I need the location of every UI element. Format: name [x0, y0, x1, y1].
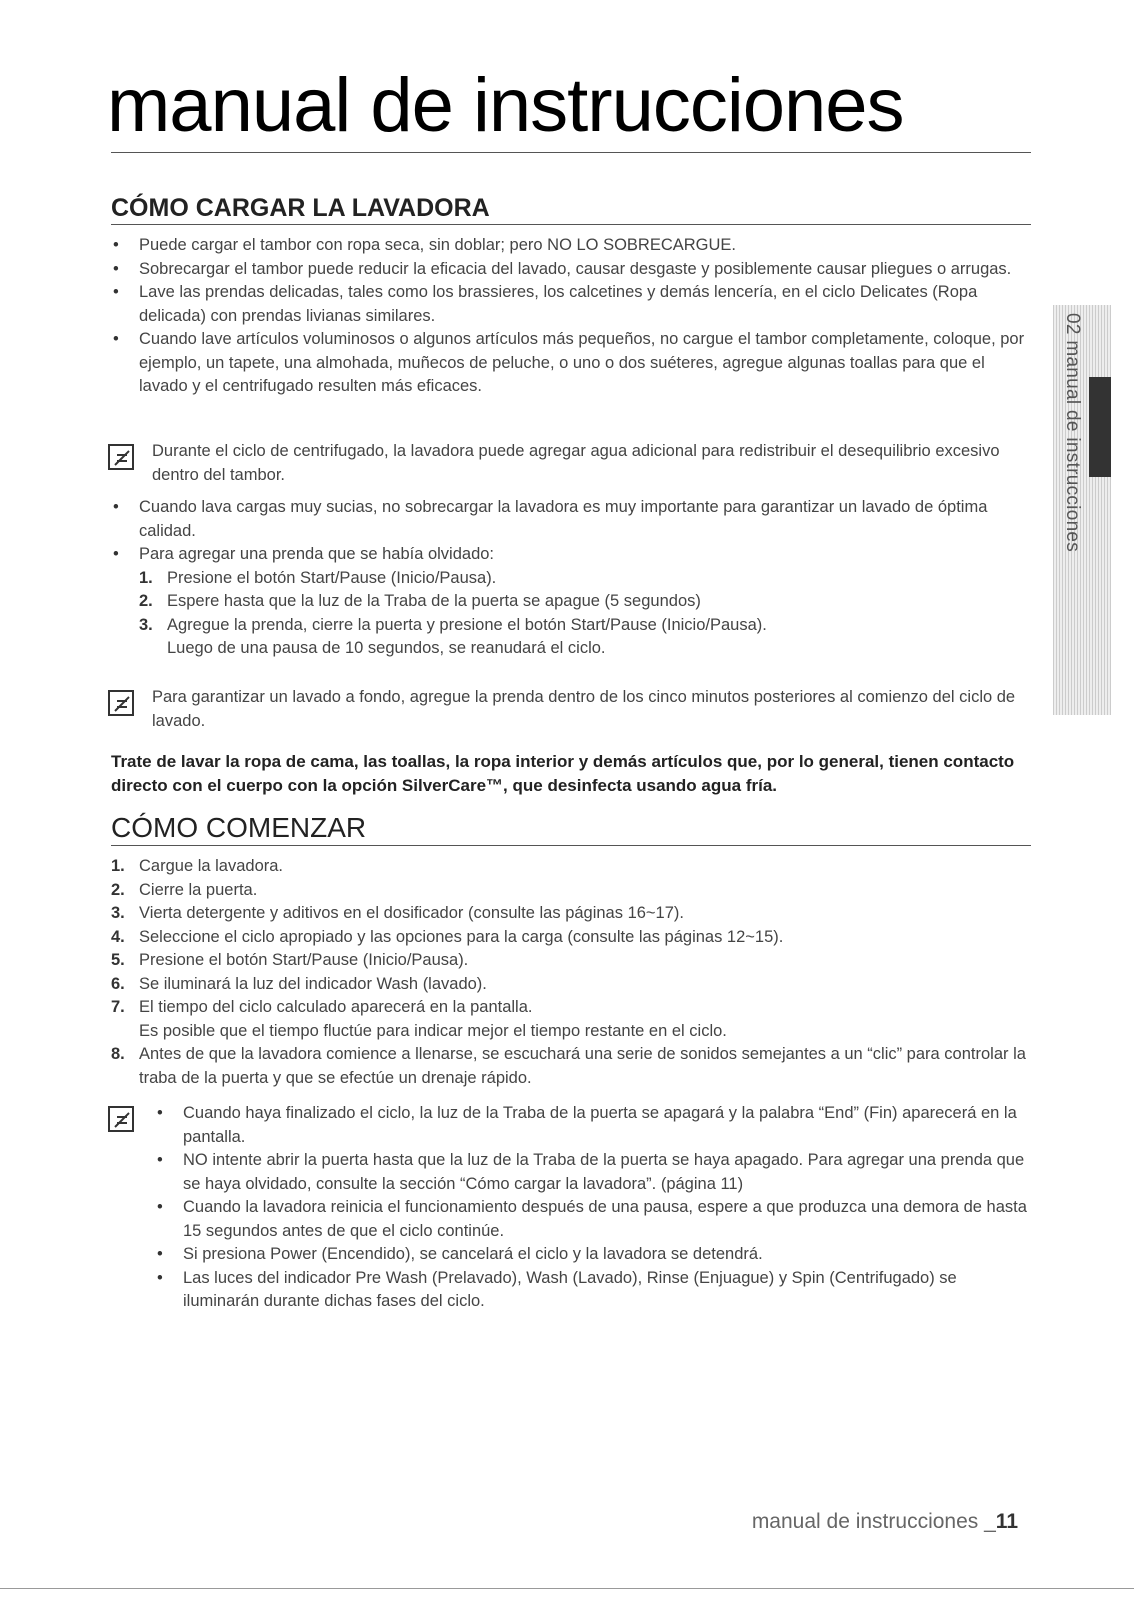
list-item: • Para agregar una prenda que se había olvidado: [111, 543, 1036, 567]
start-step: 3. Vierta detergente y aditivos en el dosificador (consulte las páginas 16~17). [111, 904, 684, 922]
list-item: • Si presiona Power (Encendido), se cancelará el ciclo y la lavadora se detendrá. [155, 1243, 1036, 1267]
note-text: Para garantizar un lavado a fondo, agregue la prenda dentro de los cinco minutos posteriores al comienzo del ciclo de lavado. [152, 688, 1016, 730]
list-item: • Sobrecargar el tambor puede reducir la eficacia del lavado, causar desgaste y posiblemente causar pliegues o arrugas. [111, 258, 1036, 282]
load-bullets [111, 234, 1036, 399]
start-step: 8. Antes de que la lavadora comience a llenarse, se escuchará una serie de sonidos semejantes a un “clic” para controlar la traba de la puerta y que se efectúe un drenaje rápido. [111, 1045, 1026, 1087]
list-item: • Las luces del indicador Pre Wash (Prelavado), Wash (Lavado), Rinse (Enjuague) y Spin (Centrifugado) se iluminarán durante dichas fases del ciclo. [155, 1267, 1036, 1314]
page-title-text: manual de instrucciones [107, 63, 904, 148]
section-title-load: CÓMO CARGAR LA LAVADORA [111, 194, 1031, 225]
start-step: 1. Cargue la lavadora. [111, 857, 284, 875]
start-step: 6. Se iluminará la luz del indicador Wash (lavado). [111, 974, 487, 993]
load-bullets-2 [111, 496, 1036, 661]
list-item: • Cuando lava cargas muy sucias, no sobrecargar la lavadora es muy importante para garantizar un lavado de óptima calidad. [111, 496, 1036, 543]
start-step: 2. Cierre la puerta. [111, 880, 258, 899]
note-text: Durante el ciclo de centrifugado, la lavadora puede agregar agua adicional para redistribuir el desequilibrio excesivo dentro del tambor. [152, 442, 1000, 484]
list-item: • Cuando lave artículos voluminosos o algunos artículos más pequeños, no cargue el tambor completamente, coloque, por ejemplo, un tapete, una almohada, muñecos de peluche, o uno o dos suéteres, agregue algunas toallas para que el lavado y el centrifugado resulten más eficaces. [111, 328, 1036, 399]
note-rebalance [111, 440, 1036, 487]
add-item-step-continuation: Luego de una pausa de 10 segundos, se reanudará el ciclo. [167, 639, 606, 657]
start-steps [111, 855, 1036, 1090]
add-item-step: 3. Agregue la prenda, cierre la puerta y presione el botón Start/Pause (Inicio/Pausa). [139, 615, 767, 634]
chapter-side-tab [1053, 305, 1111, 715]
start-step: 4. Seleccione el ciclo apropiado y las opciones para la carga (consulte las páginas 12~15). [111, 927, 784, 946]
list-item: • Puede cargar el tambor con ropa seca, sin doblar; pero NO LO SOBRECARGUE. [111, 234, 1036, 258]
list-item: • Cuando la lavadora reinicia el funcionamiento después de una pausa, espere a que produzca una demora de hasta 15 segundos antes de que el ciclo continúe. [155, 1196, 1036, 1243]
note-icon [107, 689, 137, 719]
page-title [107, 63, 1031, 153]
footer-text: manual de instrucciones _ [751, 1510, 996, 1533]
side-tab-text: 02 manual de instrucciones [1062, 313, 1083, 553]
note-icon [107, 1105, 137, 1135]
note-icon [107, 443, 137, 473]
page-footer [752, 1510, 1018, 1534]
add-item-step: 1. Presione el botón Start/Pause (Inicio/Pausa). [139, 568, 497, 587]
start-step: 5. Presione el botón Start/Pause (Inicio/Pausa). [111, 951, 469, 969]
list-item: • NO intente abrir la puerta hasta que la luz de la Traba de la puerta se haya apagado. Para agregar una prenda que se haya olvidado, consulte la sección “Cómo cargar la lavadora”. (página 11) [155, 1149, 1036, 1196]
start-step-continuation: Es posible que el tiempo fluctúe para indicar mejor el tiempo restante en el ciclo. [139, 1021, 727, 1040]
note-finish [111, 1102, 1036, 1314]
page-number: 11 [995, 1510, 1018, 1533]
start-step: 7. El tiempo del ciclo calculado aparecerá en la pantalla. [111, 998, 533, 1016]
bottom-rule [0, 1588, 1134, 1589]
silvercare-note: Trate de lavar la ropa de cama, las toallas, la ropa interior y demás artículos que, por lo general, tienen contacto directo con el cuerpo con la opción SilverCare™, que desinfecta usando agua fría. [111, 752, 1015, 795]
note-add-item [111, 686, 1036, 733]
list-item: • Lave las prendas delicadas, tales como los brassieres, los calcetines y demás lencería, en el ciclo Delicates (Ropa delicada) con prendas livianas similares. [111, 281, 1036, 328]
side-tab-marker [1089, 377, 1111, 477]
section-title-start: CÓMO COMENZAR [111, 812, 1031, 846]
add-item-step: 2. Espere hasta que la luz de la Traba de la puerta se apague (5 segundos) [139, 592, 701, 610]
list-item: • Cuando haya finalizado el ciclo, la luz de la Traba de la puerta se apagará y la palabra “End” (Fin) aparecerá en la pantalla. [155, 1102, 1036, 1149]
